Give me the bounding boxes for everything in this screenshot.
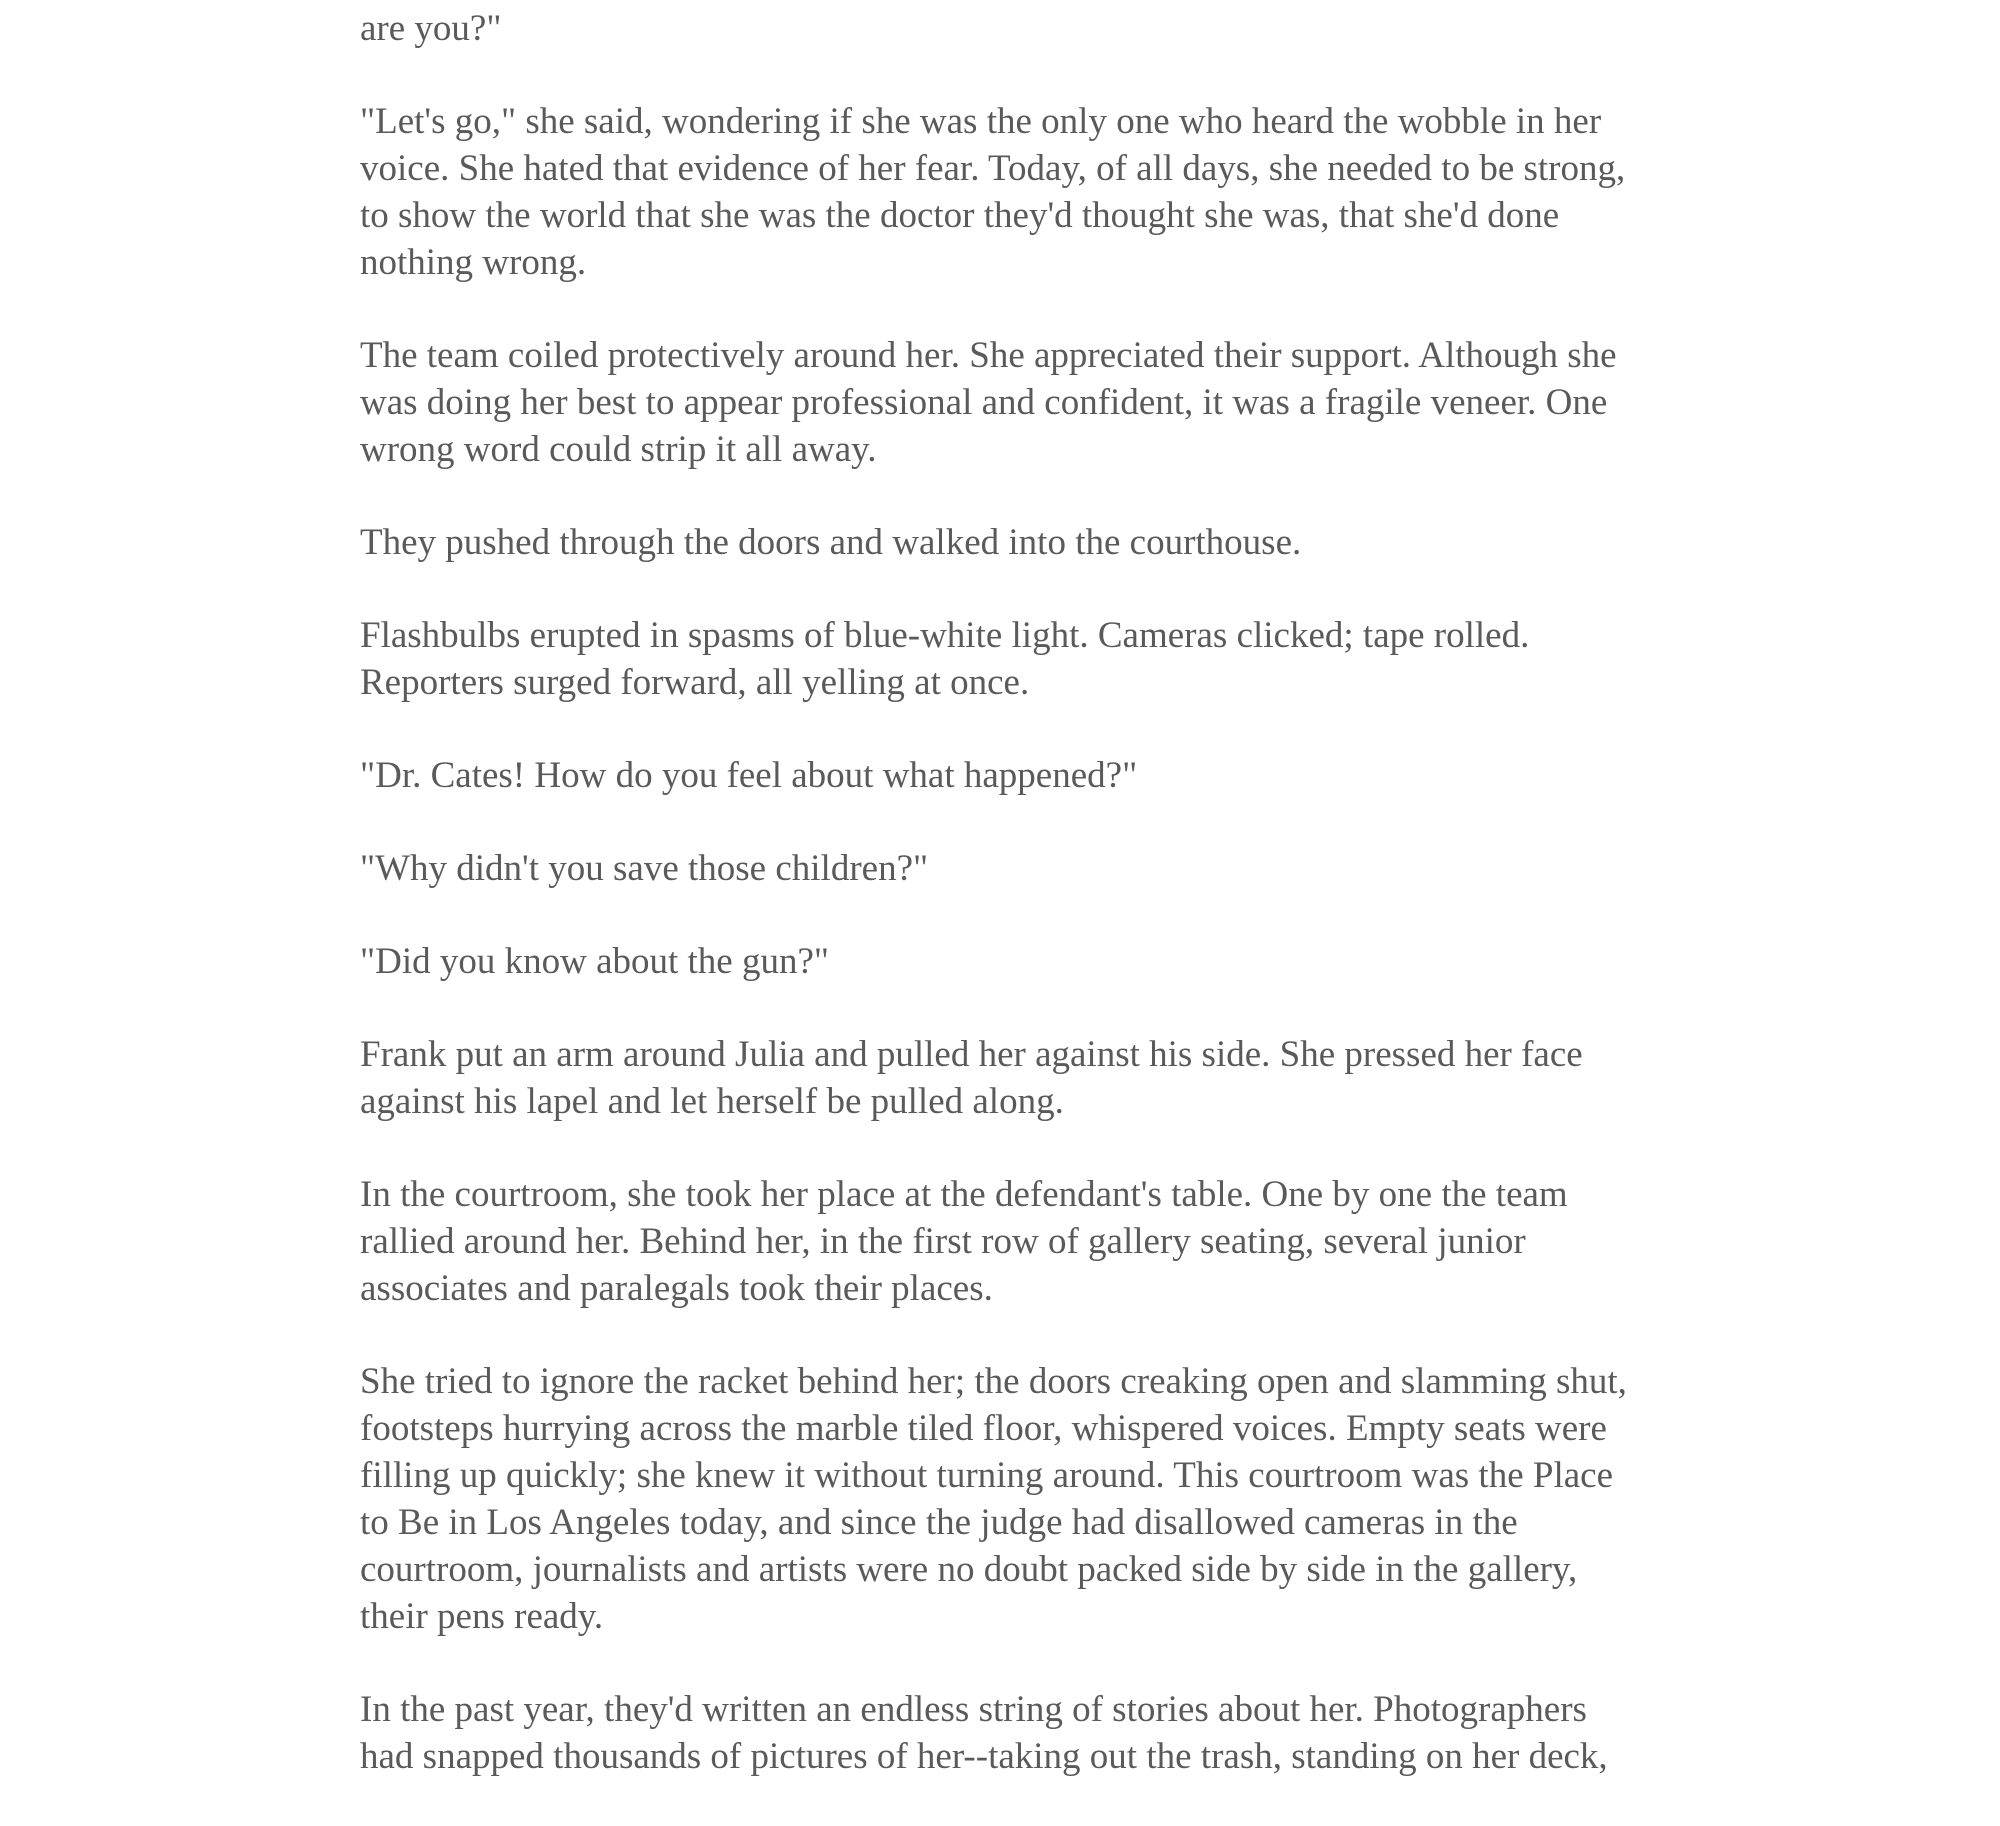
paragraph (360, 938, 1680, 985)
text-line: associates and paralegals took their places. (360, 1268, 993, 1309)
text-line: "Dr. Cates! How do you feel about what happened?" (360, 755, 1138, 796)
text-line: their pens ready. (360, 1596, 604, 1637)
paragraph (360, 98, 1680, 286)
text-line: They pushed through the doors and walked into the courthouse. (360, 522, 1302, 563)
paragraph (360, 845, 1680, 892)
text-line: "Did you know about the gun?" (360, 941, 830, 982)
paragraph (360, 612, 1680, 706)
text-line: She tried to ignore the racket behind her; the doors creaking open and slamming shut, (360, 1361, 1627, 1402)
text-line: nothing wrong. (360, 242, 587, 283)
paragraph (360, 332, 1680, 473)
text-line: "Why didn't you save those children?" (360, 848, 929, 889)
text-line: against his lapel and let herself be pulled along. (360, 1081, 1064, 1122)
document-page (360, 0, 1680, 1826)
text-line: was doing her best to appear professional and confident, it was a fragile veneer. One (360, 382, 1608, 423)
text-line: filling up quickly; she knew it without turning around. This courtroom was the Place (360, 1455, 1614, 1496)
text-line: to show the world that she was the doctor they'd thought she was, that she'd done (360, 195, 1560, 236)
text-line: to Be in Los Angeles today, and since the judge had disallowed cameras in the (360, 1502, 1518, 1543)
paragraph (360, 1171, 1680, 1312)
text-line: had snapped thousands of pictures of her--taking out the trash, standing on her deck, (360, 1736, 1608, 1777)
paragraph (360, 5, 1680, 52)
text-line: In the past year, they'd written an endless string of stories about her. Photographers (360, 1689, 1587, 1730)
paragraph (360, 1686, 1680, 1780)
text-line: footsteps hurrying across the marble tiled floor, whispered voices. Empty seats were (360, 1408, 1607, 1449)
text-line: are you?" (360, 8, 502, 49)
paragraph (360, 752, 1680, 799)
text-line: The team coiled protectively around her. She appreciated their support. Although she (360, 335, 1617, 376)
text-line: voice. She hated that evidence of her fear. Today, of all days, she needed to be strong, (360, 148, 1626, 189)
text-line: Flashbulbs erupted in spasms of blue-white light. Cameras clicked; tape rolled. (360, 615, 1530, 656)
text-line: "Let's go," she said, wondering if she was the only one who heard the wobble in her (360, 101, 1602, 142)
paragraph (360, 1358, 1680, 1640)
text-line: courtroom, journalists and artists were no doubt packed side by side in the gallery, (360, 1549, 1578, 1590)
text-line: rallied around her. Behind her, in the first row of gallery seating, several junior (360, 1221, 1526, 1262)
text-line: Reporters surged forward, all yelling at once. (360, 662, 1030, 703)
paragraph (360, 1031, 1680, 1125)
text-line: Frank put an arm around Julia and pulled her against his side. She pressed her face (360, 1034, 1583, 1075)
paragraph (360, 519, 1680, 566)
text-line: In the courtroom, she took her place at the defendant's table. One by one the team (360, 1174, 1568, 1215)
text-line: wrong word could strip it all away. (360, 429, 877, 470)
